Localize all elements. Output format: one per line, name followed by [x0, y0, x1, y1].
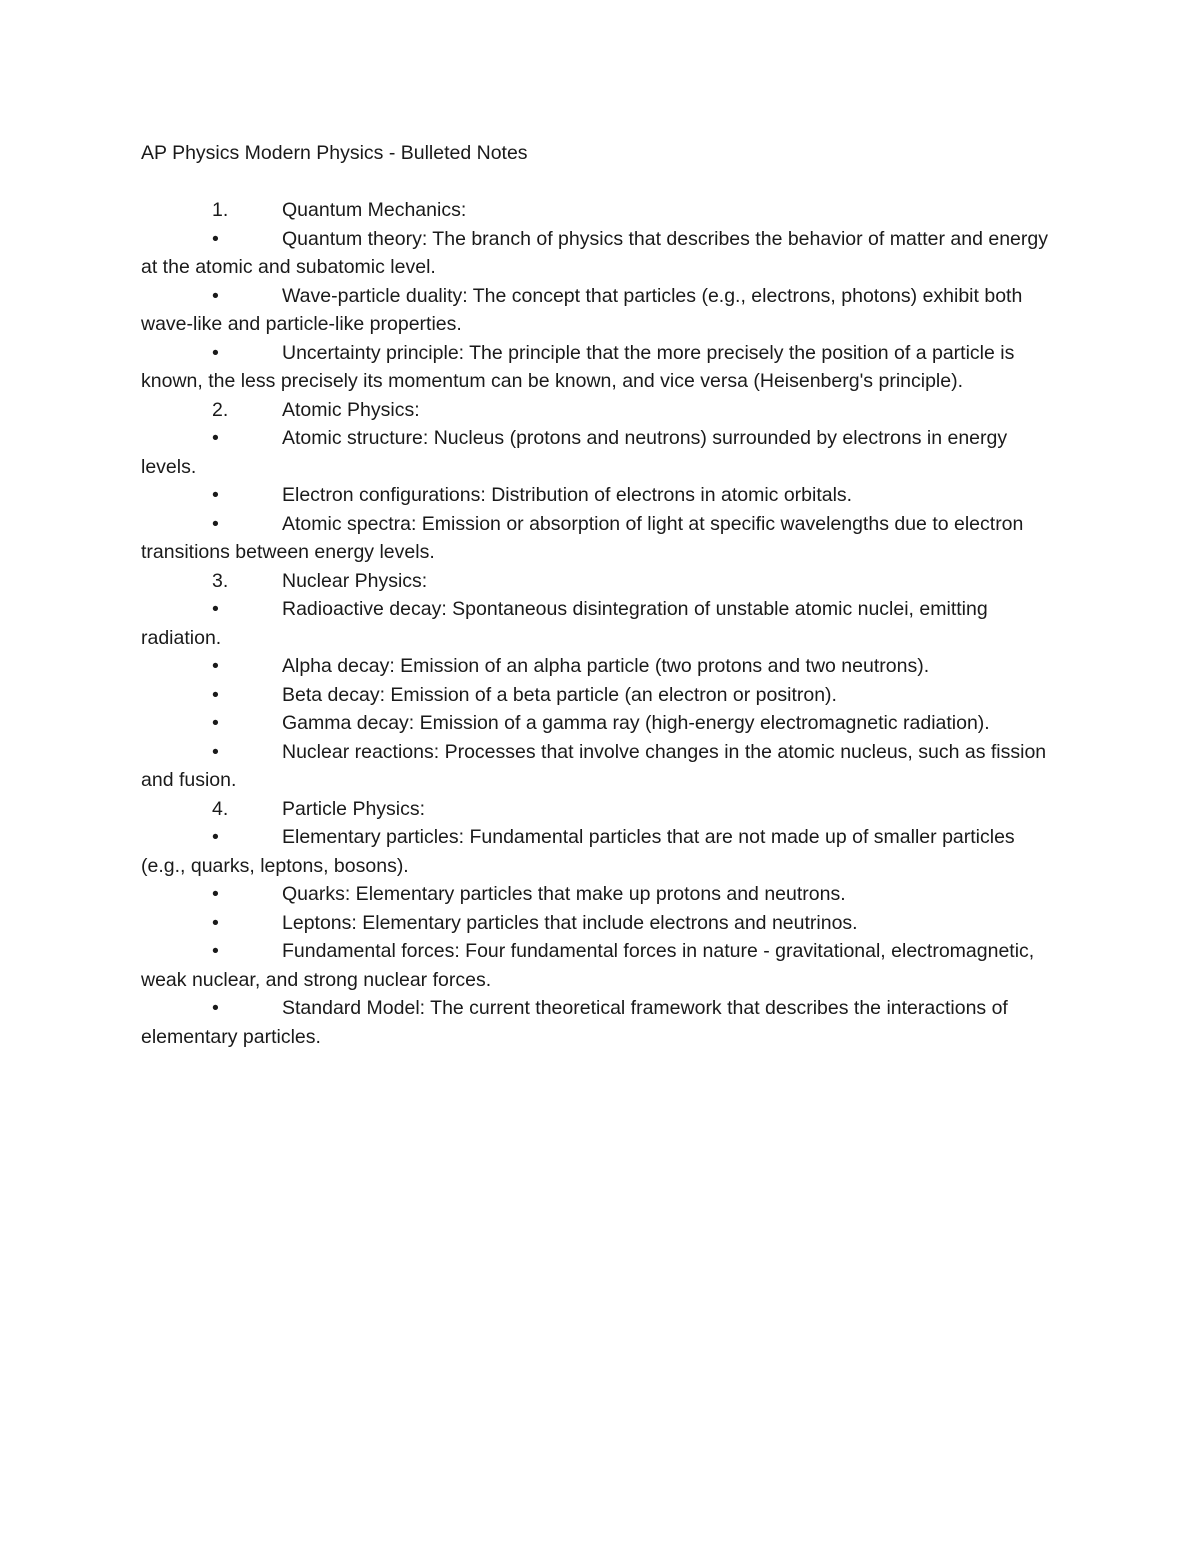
section-heading-text: Quantum Mechanics:: [282, 199, 467, 221]
bullet-icon: •: [212, 598, 219, 620]
bullet-text: Uncertainty principle: The principle that the more precisely the position of a particle is known, the less precisely its momentum can be known, and vice versa (Heisenberg's principle).: [141, 341, 1015, 392]
bullet-icon: •: [212, 284, 219, 307]
bullet-item: [141, 709, 1061, 738]
bullet-item: [141, 652, 1061, 681]
document-body: [141, 139, 1061, 1051]
bullet-text: Fundamental forces: Four fundamental forces in nature - gravitational, electromagnetic, weak nuclear, and strong nuclear forces.: [141, 940, 1035, 991]
bullet-item: [141, 225, 1061, 282]
section-number: 2.: [212, 398, 229, 421]
bullet-item: [141, 681, 1061, 710]
bullet-item: [141, 282, 1061, 339]
section-heading-text: Nuclear Physics:: [282, 569, 428, 592]
bullet-icon: •: [212, 341, 219, 364]
bullet-item: [141, 510, 1061, 567]
bullet-text: Leptons: Elementary particles that include electrons and neutrinos.: [282, 911, 858, 934]
bullet-text: Atomic structure: Nucleus (protons and neutrons) surrounded by electrons in energy levels.: [141, 427, 1008, 478]
bullet-icon: •: [212, 484, 219, 506]
bullet-text: Gamma decay: Emission of a gamma ray (high-energy electromagnetic radiation).: [282, 712, 990, 734]
bullet-item: [141, 937, 1061, 994]
bullet-text: Quantum theory: The branch of physics that describes the behavior of matter and energy at the atomic and subatomic level.: [141, 227, 1048, 278]
bullet-icon: •: [212, 911, 219, 934]
bullet-text: Atomic spectra: Emission or absorption of light at specific wavelengths due to electron transitions between energy levels.: [141, 512, 1024, 563]
bullet-item: [141, 880, 1061, 909]
bullet-text: Standard Model: The current theoretical framework that describes the interactions of elementary particles.: [141, 997, 1008, 1048]
bullet-icon: •: [212, 712, 219, 734]
section-atomic-physics: [141, 396, 1061, 567]
bullet-item: [141, 595, 1061, 652]
bullet-item: [141, 424, 1061, 481]
bullet-item: [141, 481, 1061, 510]
section-heading-text: Particle Physics:: [282, 797, 426, 820]
bullet-icon: •: [212, 683, 219, 706]
bullet-icon: •: [212, 997, 219, 1019]
bullet-item: [141, 339, 1061, 396]
bullet-item: [141, 909, 1061, 938]
section-number: 4.: [212, 797, 229, 820]
bullet-icon: •: [212, 655, 219, 677]
section-number: 3.: [212, 569, 229, 592]
section-heading: [141, 795, 1061, 824]
section-number: 1.: [212, 199, 229, 221]
bullet-icon: •: [212, 883, 219, 905]
bullet-text: Quarks: Elementary particles that make up protons and neutrons.: [282, 883, 846, 905]
bullet-text: Alpha decay: Emission of an alpha particle (two protons and two neutrons).: [282, 655, 930, 677]
document-title: AP Physics Modern Physics - Bulleted Notes: [141, 142, 528, 164]
section-particle-physics: [141, 795, 1061, 1052]
bullet-text: Electron configurations: Distribution of electrons in atomic orbitals.: [282, 484, 853, 506]
bullet-item: [141, 823, 1061, 880]
bullet-text: Wave-particle duality: The concept that particles (e.g., electrons, photons) exhibit both wave-like and particle-like properties.: [141, 284, 1023, 335]
bullet-text: Nuclear reactions: Processes that involve changes in the atomic nucleus, such as fission and fusion.: [141, 740, 1047, 791]
bullet-icon: •: [212, 940, 219, 962]
bullet-text: Elementary particles: Fundamental particles that are not made up of smaller particles (e.g., quarks, leptons, bosons).: [141, 826, 1015, 877]
bullet-icon: •: [212, 826, 219, 848]
section-heading: [141, 396, 1061, 425]
bullet-item: [141, 994, 1061, 1051]
bullet-icon: •: [212, 227, 219, 250]
section-quantum-mechanics: [141, 196, 1061, 396]
section-nuclear-physics: [141, 567, 1061, 795]
bullet-text: Beta decay: Emission of a beta particle (an electron or positron).: [282, 683, 837, 706]
section-heading: [141, 567, 1061, 596]
bullet-icon: •: [212, 512, 219, 535]
bullet-icon: •: [212, 740, 219, 763]
bullet-icon: •: [212, 427, 219, 449]
bullet-item: [141, 738, 1061, 795]
section-heading: [141, 196, 1061, 225]
bullet-text: Radioactive decay: Spontaneous disintegration of unstable atomic nuclei, emitting radiation.: [141, 598, 988, 649]
section-heading-text: Atomic Physics:: [282, 398, 420, 421]
